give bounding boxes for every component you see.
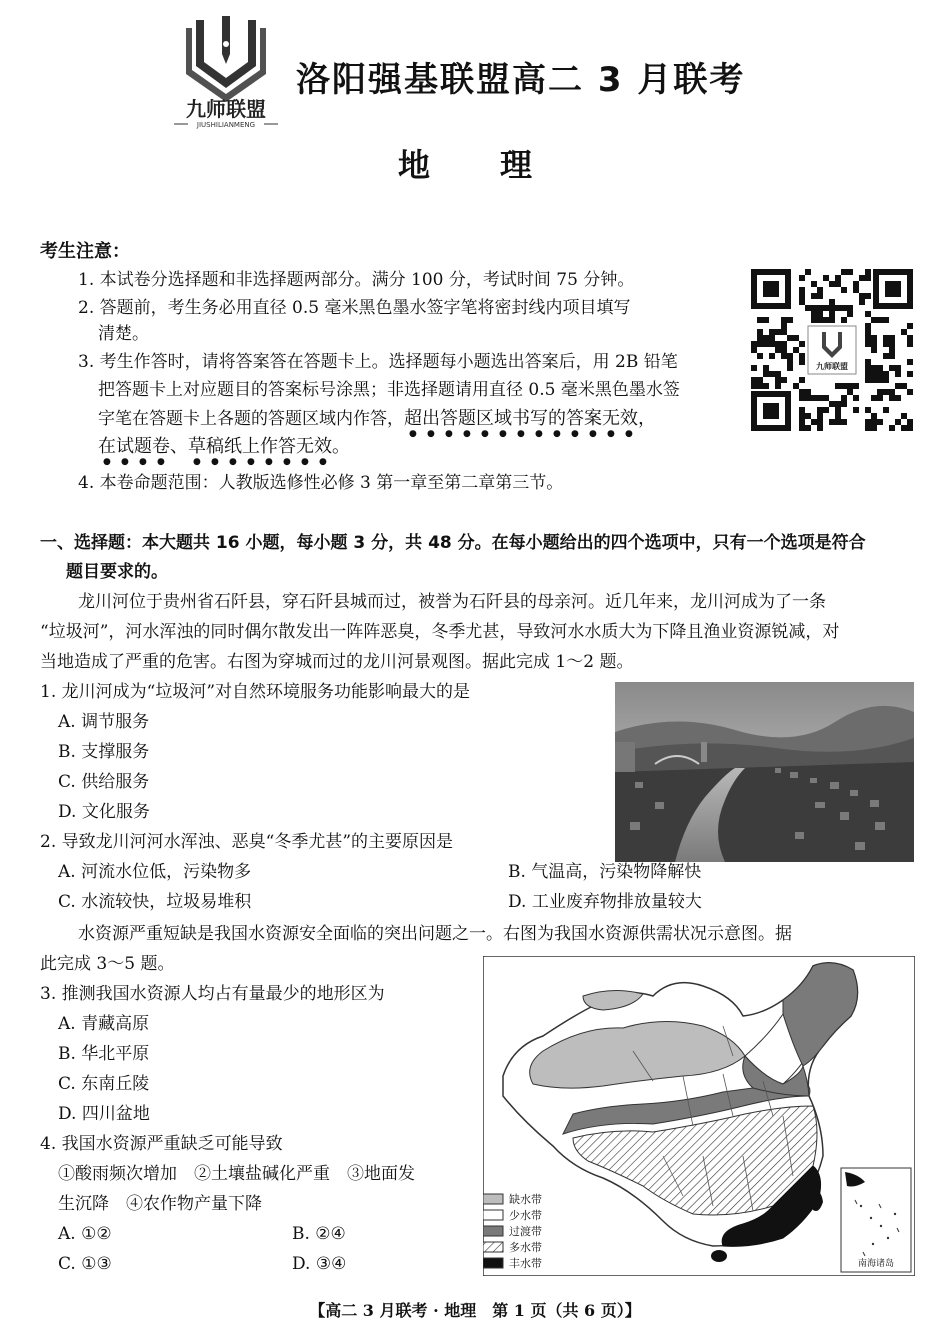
q3-option-b: B. 华北平原 [58,1044,150,1064]
water-resources-map [483,956,915,1276]
notice-item-2b: 清楚。 [98,324,149,344]
passage1-line1: 龙川河位于贵州省石阡县，穿石阡县城而过，被誉为石阡县的母亲河。近几年来，龙川河成为了一条 [78,592,826,612]
legend-plenty-water: 多水带 [509,1241,542,1254]
q1-option-d: D. 文化服务 [58,802,150,822]
q3-stem: 3. 推测我国水资源人均占有量最少的地形区为 [40,984,385,1004]
legend-transition: 过渡带 [509,1225,542,1238]
notice-item-3a: 3. 考生作答时，请将答案答在答题卡上。选择题每小题选出答案后，用 2B 铅笔 [78,352,678,372]
inset-label: 南海诸岛 [857,1259,895,1269]
notice-item-3c-text: 字笔在答题卡上各题的答题区域内作答， [98,409,404,429]
passage1-line2: “垃圾河”，河水浑浊的同时偶尔散发出一阵阵恶臭，冬季尤甚，导致河水水质大为下降且渔业资源锐减，对 [40,622,840,642]
q2-option-b: B. 气温高，污染物降解快 [508,862,702,882]
q4-option-b: B. ②④ [292,1224,346,1244]
section-heading-a: 一、选择题：本大题共 16 小题，每小题 3 分，共 48 分。在每小题给出的四个选项中，只有一个选项是符合 [40,533,866,553]
passage1-line3: 当地造成了严重的危害。右图为穿城而过的龙川河景观图。据此完成 1～2 题。 [40,652,634,672]
notice-item-3b: 把答题卡上对应题目的答案标号涂黑；非选择题请用直径 0.5 毫米黑色墨水签 [98,380,680,400]
notice-item-2a: 2. 答题前，考生务必用直径 0.5 毫米黑色墨水签字笔将密封线内项目填写 [78,298,631,318]
q4-stem: 4. 我国水资源严重缺乏可能导致 [40,1134,283,1154]
passage2-line1: 水资源严重短缺是我国水资源安全面临的突出问题之一。右图为我国水资源供需状况示意图。据 [78,924,792,944]
notice-item-3c [98,408,656,439]
qr-code [750,268,914,432]
qr-logo-text: 九师联盟 [816,362,848,371]
legend-shortage: 缺水带 [509,1193,542,1206]
page-footer: 【高二 3 月联考 · 地理 第 1 页（共 6 页）】 [309,1301,641,1320]
exam-title: 洛阳强基联盟高二 3 月联考 [296,60,746,100]
south-china-sea-inset [841,1168,911,1272]
logo-pinyin: JIUSHILIANMENG [196,121,256,129]
section-heading-b: 题目要求的。 [66,562,168,582]
legend-little-water: 少水带 [509,1209,542,1222]
notice-emphasis-1: 超出答题区域书写的答案无效， [404,408,656,429]
map-legend [483,1192,542,1270]
q4-option-c: C. ①③ [58,1254,112,1274]
q2-stem: 2. 导致龙川河河水浑浊、恶臭“冬季尤甚”的主要原因是 [40,832,454,852]
legend-abundant-water: 丰水带 [509,1257,542,1270]
q4-option-d: D. ③④ [292,1254,347,1274]
subject-title: 地 理 [398,146,535,184]
q4-statements-a: ①酸雨频次增加 ②土壤盐碱化严重 ③地面发 [58,1164,415,1184]
q1-option-c: C. 供给服务 [58,772,150,792]
jiushi-logo [168,14,284,132]
notice-title: 考生注意： [40,241,130,262]
longchuan-river-photo [615,682,914,862]
q1-option-b: B. 支撑服务 [58,742,150,762]
notice-item-1: 1. 本试卷分选择题和非选择题两部分。满分 100 分，考试时间 75 分钟。 [78,270,635,290]
passage2-line2: 此完成 3～5 题。 [40,954,175,974]
q1-option-a: A. 调节服务 [58,712,150,732]
q3-option-d: D. 四川盆地 [58,1104,150,1124]
q1-stem: 1. 龙川河成为“垃圾河”对自然环境服务功能影响最大的是 [40,682,471,702]
logo-text: 九师联盟 [186,97,266,121]
q3-option-c: C. 东南丘陵 [58,1074,150,1094]
q4-option-a: A. ①② [58,1224,112,1244]
q3-option-a: A. 青藏高原 [58,1014,150,1034]
notice-item-4: 4. 本卷命题范围：人教版选修性必修 3 第一章至第二章第三节。 [78,473,564,493]
q2-option-c: C. 水流较快，垃圾易堆积 [58,892,252,912]
q4-statements-b: 生沉降 ④农作物产量下降 [58,1194,262,1214]
q2-option-a: A. 河流水位低，污染物多 [58,862,252,882]
notice-emphasis-2: 在试题卷、草稿纸上作答无效。 [98,436,350,457]
q2-option-d: D. 工业废弃物排放量较大 [508,892,702,912]
